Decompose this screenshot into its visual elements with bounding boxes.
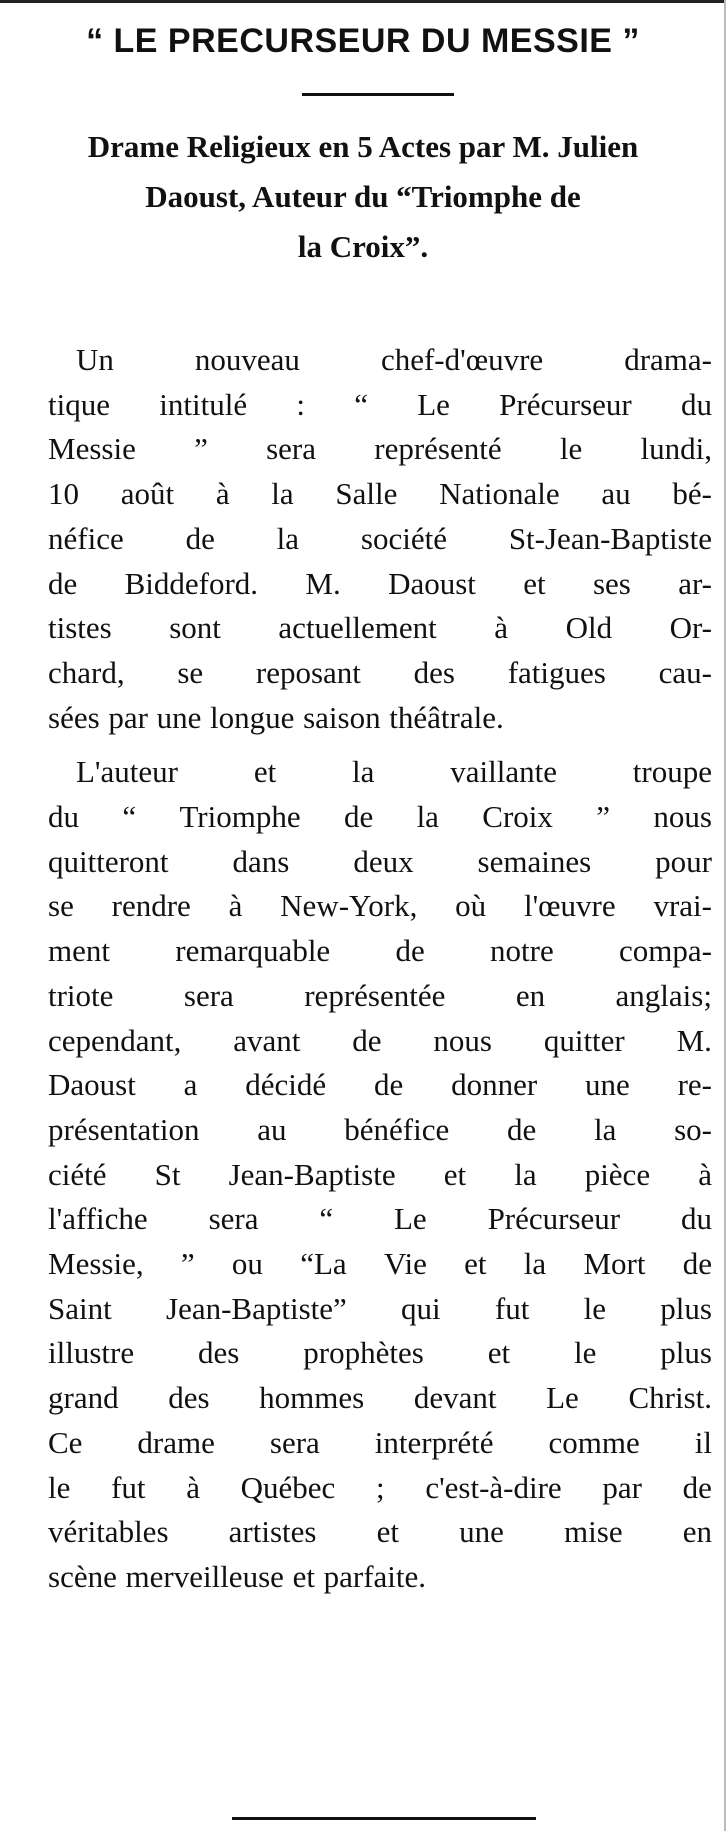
word: du xyxy=(681,1201,712,1237)
word: Croix xyxy=(482,799,553,835)
word: et xyxy=(464,1246,487,1282)
word: à xyxy=(494,610,509,646)
word: se xyxy=(48,888,74,924)
word: Triomphe xyxy=(179,799,301,835)
text-line xyxy=(48,750,712,795)
word: M. xyxy=(305,565,341,601)
text-line xyxy=(48,1242,712,1287)
word: ciété xyxy=(48,1156,107,1192)
word: décidé xyxy=(245,1067,327,1103)
word: de xyxy=(682,1469,712,1505)
subtitle-line: Drame Religieux en 5 Actes par M. Julien xyxy=(87,129,639,164)
word: New-York, xyxy=(280,888,418,924)
word: notre xyxy=(490,933,554,969)
word: “La xyxy=(300,1246,347,1282)
word: 10 xyxy=(48,476,79,512)
word: grand xyxy=(48,1380,119,1416)
word: sera xyxy=(183,977,234,1013)
text-line xyxy=(48,1287,712,1332)
word: Jean-Baptiste” xyxy=(166,1290,347,1326)
word: la xyxy=(514,1156,537,1192)
word: la xyxy=(523,1246,547,1282)
word: triote xyxy=(48,977,114,1013)
word: de xyxy=(185,520,215,556)
word: sera xyxy=(269,1424,320,1460)
word: devant xyxy=(413,1380,497,1416)
word: Christ. xyxy=(628,1380,712,1416)
word: troupe xyxy=(632,754,712,790)
word: représentée xyxy=(304,977,446,1013)
word: Ce xyxy=(48,1424,83,1460)
word: et xyxy=(253,754,277,790)
word: bénéfice xyxy=(344,1111,450,1147)
subtitle xyxy=(0,122,726,272)
word: vrai- xyxy=(653,888,712,924)
word: présentation xyxy=(48,1111,200,1147)
word: tique xyxy=(48,386,110,422)
word: comme xyxy=(548,1424,640,1460)
word: merveilleuse xyxy=(125,1558,284,1594)
word: du xyxy=(680,386,712,422)
word: de xyxy=(48,565,78,601)
subtitle-line: Daoust, Auteur du “Triomphe de xyxy=(145,179,581,214)
word: au xyxy=(257,1111,287,1147)
word: St-Jean-Baptiste xyxy=(508,520,712,556)
word: sera xyxy=(266,431,316,467)
word: deux xyxy=(353,843,414,879)
word: compa- xyxy=(619,933,712,969)
end-divider xyxy=(232,1817,536,1820)
word: la xyxy=(352,754,375,790)
text-line xyxy=(48,696,712,741)
text-line xyxy=(48,606,712,651)
word: Mort xyxy=(583,1246,646,1282)
text-line xyxy=(48,383,712,428)
word: et xyxy=(523,565,546,601)
word: le xyxy=(48,1469,71,1505)
word: Daoust xyxy=(48,1067,136,1103)
word: illustre xyxy=(48,1335,135,1371)
word: scène xyxy=(48,1558,117,1594)
word: une xyxy=(156,699,202,735)
top-border-rule xyxy=(0,0,726,3)
word: parfaite. xyxy=(323,1558,427,1594)
word: de xyxy=(682,1246,712,1282)
paragraph-gap xyxy=(48,740,712,750)
text-line xyxy=(48,472,712,517)
word: Or- xyxy=(669,610,712,646)
word: M. xyxy=(676,1022,712,1058)
word: plus xyxy=(660,1335,712,1371)
word: représenté xyxy=(374,431,502,467)
word: ses xyxy=(592,565,631,601)
text-line xyxy=(48,1555,712,1600)
text-line xyxy=(48,1376,712,1421)
text-line xyxy=(48,929,712,974)
word: quitter xyxy=(543,1022,625,1058)
word: prophètes xyxy=(303,1335,424,1371)
word: et xyxy=(443,1156,467,1192)
word: la xyxy=(271,476,294,512)
word: plus xyxy=(660,1290,712,1326)
word: et xyxy=(292,1558,315,1594)
word: c'est-à-dire xyxy=(425,1469,562,1505)
word: dans xyxy=(232,843,290,879)
word: artistes xyxy=(228,1514,317,1550)
word: quitteront xyxy=(48,843,169,879)
word: actuellement xyxy=(278,610,437,646)
text-line xyxy=(48,1510,712,1555)
word: Vie xyxy=(383,1246,427,1282)
word: ” xyxy=(180,1246,195,1282)
word: le xyxy=(559,431,583,467)
word: so- xyxy=(674,1111,712,1147)
word: ar- xyxy=(678,565,712,601)
word: Old xyxy=(565,610,613,646)
word: nous xyxy=(433,1022,492,1058)
word: drama- xyxy=(624,342,712,377)
word: vaillante xyxy=(450,754,557,790)
text-line xyxy=(48,1331,712,1376)
word: Précurseur xyxy=(499,386,632,422)
word: des xyxy=(413,654,455,690)
word: du xyxy=(48,799,79,835)
word: avant xyxy=(233,1022,301,1058)
subtitle-line: la Croix”. xyxy=(297,229,429,264)
word: pour xyxy=(655,843,712,879)
text-line xyxy=(48,427,712,472)
word: Le xyxy=(417,386,450,422)
word: l'œuvre xyxy=(523,888,616,924)
word: néfice xyxy=(48,520,124,556)
article-body xyxy=(48,338,712,1600)
headline: “ LE PRECURSEUR DU MESSIE ” xyxy=(86,22,640,60)
word: Le xyxy=(546,1380,579,1416)
word: la xyxy=(276,520,300,556)
word: Le xyxy=(393,1201,427,1237)
word: mise xyxy=(564,1514,623,1550)
word: au xyxy=(601,476,631,512)
word: Daoust xyxy=(388,565,476,601)
text-line xyxy=(48,1466,712,1511)
word: a xyxy=(183,1067,198,1103)
word: Précurseur xyxy=(487,1201,621,1237)
word: véritables xyxy=(48,1514,169,1550)
word: fatigues xyxy=(507,654,606,690)
text-line xyxy=(48,517,712,562)
word: lundi, xyxy=(640,431,712,467)
word: ment xyxy=(48,933,110,969)
word: en xyxy=(682,1514,712,1550)
word: ” xyxy=(194,431,208,467)
word: Québec xyxy=(240,1469,336,1505)
word: “ xyxy=(319,1201,334,1237)
word: des xyxy=(198,1335,240,1371)
word: il xyxy=(694,1424,712,1460)
word: intitulé xyxy=(159,386,248,422)
paragraph xyxy=(48,750,712,1599)
word: de xyxy=(343,799,374,835)
word: fut xyxy=(494,1290,530,1326)
word: semaines xyxy=(477,843,592,879)
word: de xyxy=(352,1022,382,1058)
word: ou xyxy=(231,1246,263,1282)
word: cau- xyxy=(658,654,712,690)
text-line xyxy=(48,1108,712,1153)
word: de xyxy=(373,1067,404,1103)
word: pièce xyxy=(584,1156,651,1192)
word: rendre xyxy=(111,888,191,924)
word: sera xyxy=(208,1201,259,1237)
word: sont xyxy=(169,610,221,646)
text-line xyxy=(48,1421,712,1466)
word: société xyxy=(360,520,447,556)
word: St xyxy=(154,1156,181,1192)
word: nous xyxy=(653,799,712,835)
word: Biddeford. xyxy=(124,565,259,601)
word: Saint xyxy=(48,1290,112,1326)
word: ; xyxy=(376,1469,385,1505)
text-line xyxy=(48,338,712,383)
word: ” xyxy=(596,799,611,835)
word: et xyxy=(487,1335,511,1371)
word: chef-d'œuvre xyxy=(380,342,544,377)
word: le xyxy=(573,1335,597,1371)
word: drame xyxy=(137,1424,215,1460)
text-line xyxy=(48,840,712,885)
text-line xyxy=(48,1019,712,1064)
word: théâtrale. xyxy=(389,699,504,735)
word: sées xyxy=(48,699,100,735)
word: “ xyxy=(122,799,137,835)
word: nouveau xyxy=(194,342,300,377)
word: la xyxy=(416,799,439,835)
word: donner xyxy=(451,1067,538,1103)
word: une xyxy=(459,1514,504,1550)
word: tistes xyxy=(48,610,112,646)
word: où xyxy=(455,888,487,924)
word: à xyxy=(186,1469,200,1505)
word: Messie xyxy=(48,431,136,467)
word: des xyxy=(168,1380,210,1416)
word: anglais; xyxy=(615,977,712,1013)
word: une xyxy=(584,1067,630,1103)
word: de xyxy=(506,1111,537,1147)
word: qui xyxy=(401,1290,441,1326)
text-line xyxy=(48,1197,712,1242)
word: cependant, xyxy=(48,1022,182,1058)
word: par xyxy=(602,1469,642,1505)
word: et xyxy=(376,1514,399,1550)
text-line xyxy=(48,1153,712,1198)
text-line xyxy=(48,884,712,929)
word: à xyxy=(228,888,243,924)
word: Nationale xyxy=(439,476,560,512)
word: Messie, xyxy=(48,1246,144,1282)
word: août xyxy=(120,476,175,512)
text-line xyxy=(48,1063,712,1108)
word: longue xyxy=(210,699,295,735)
word: le xyxy=(583,1290,606,1326)
word: par xyxy=(108,699,148,735)
word: Salle xyxy=(335,476,398,512)
word: en xyxy=(515,977,546,1013)
word: à xyxy=(698,1156,712,1192)
word: l'affiche xyxy=(48,1201,148,1237)
text-line xyxy=(48,795,712,840)
word: saison xyxy=(303,699,381,735)
text-line xyxy=(48,562,712,607)
word: bé- xyxy=(672,476,712,512)
text-line xyxy=(48,974,712,1019)
word: L'auteur xyxy=(76,754,178,790)
word: à xyxy=(215,476,230,512)
word: hommes xyxy=(259,1380,365,1416)
word: se xyxy=(177,654,204,690)
word: Jean-Baptiste xyxy=(228,1156,396,1192)
word: Un xyxy=(76,342,114,377)
text-line xyxy=(48,651,712,696)
word: la xyxy=(593,1111,617,1147)
word: fut xyxy=(111,1469,146,1505)
word: : xyxy=(296,386,305,422)
paragraph xyxy=(48,338,712,740)
word: de xyxy=(395,933,425,969)
word: chard, xyxy=(48,654,125,690)
word: re- xyxy=(677,1067,712,1103)
headline-divider xyxy=(302,93,454,96)
word: reposant xyxy=(255,654,361,690)
word: interprété xyxy=(374,1424,494,1460)
word: “ xyxy=(354,386,368,422)
word: remarquable xyxy=(175,933,331,969)
